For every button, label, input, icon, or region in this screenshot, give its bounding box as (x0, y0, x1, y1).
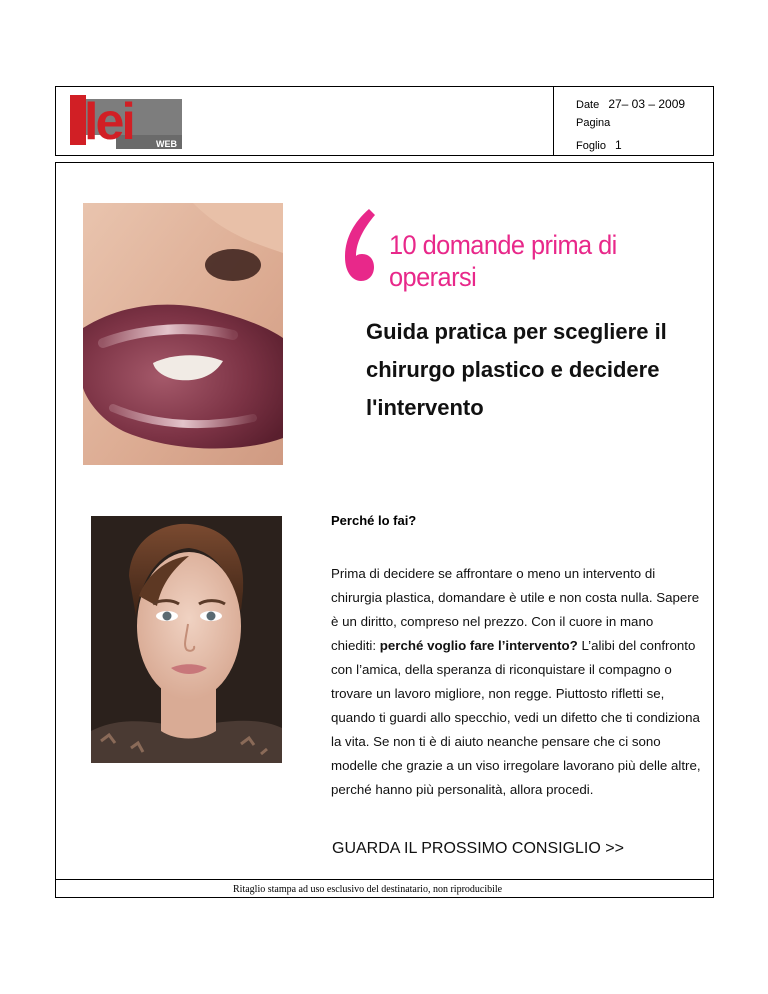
model-portrait-photo (91, 516, 282, 763)
date-value: 27– 03 – 2009 (608, 97, 686, 111)
header-divider (553, 87, 554, 155)
lei-web-logo (70, 95, 182, 149)
date-row (576, 97, 685, 111)
page-label: Pagina (576, 117, 611, 129)
copyright-notice: Ritaglio stampa ad uso esclusivo del destinatario, non riproducibile (233, 884, 503, 895)
logo-subtext: WEB (156, 139, 177, 149)
article-subtitle: Guida pratica per scegliere il chirurgo plastico e decidere l'intervento (366, 319, 667, 420)
next-tip-link[interactable]: GUARDA IL PROSSIMO CONSIGLIO >> (332, 840, 624, 857)
body-text-emphasis: perché voglio fare l’intervento? (379, 638, 578, 653)
section-title: Perché lo fai? (331, 513, 417, 528)
headline-title: 10 domande prima di operarsi (389, 230, 617, 292)
page-row (576, 117, 610, 129)
document-header (55, 86, 714, 156)
sheet-value: 1 (615, 138, 622, 152)
body-text-rest: L’alibi del confronto con l’amica, della speranza di riconquistare il compagno o trovare un lavoro migliore, non regge. Piuttosto rifletti se, quando ti guardi allo specchio, vedi un difetto che ti condiziona la vita. Se non ti è di aiuto neanche pensare che ci sono modelle che grazie a un viso irregolare lavorano più delle altre, perché hanno più personalità, allora procedi. (331, 638, 701, 797)
article-clipping (55, 162, 714, 898)
logo-text: lei (84, 95, 133, 149)
lips-photo (83, 203, 283, 465)
sheet-label: Foglio (576, 140, 606, 152)
date-label: Date (576, 99, 600, 111)
quote-mark-icon (339, 205, 379, 301)
sheet-row (576, 138, 622, 152)
headline-banner (339, 205, 689, 301)
footer-divider (56, 879, 713, 880)
article-body (331, 562, 701, 802)
body-text-intro: Prima di decidere se affrontare o meno un intervento di chirurgia plastica, domandare è utile e non costa nulla. Sapere è un diritto, compreso nel prezzo. Con il cuore in mano chiediti: (331, 566, 700, 653)
